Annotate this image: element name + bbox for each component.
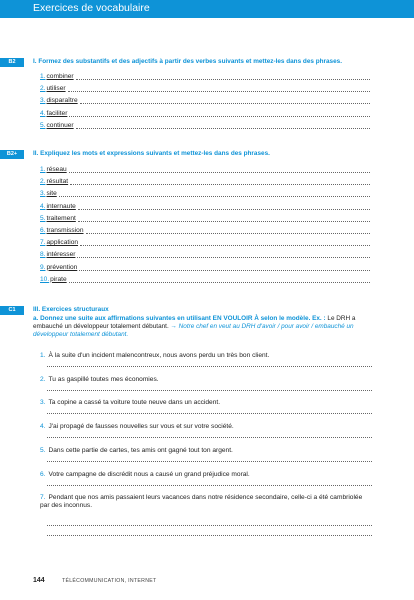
dotted-line (69, 166, 370, 173)
dotted-line (70, 178, 370, 185)
exercise-sentence (40, 494, 372, 511)
answer-line[interactable] (40, 237, 370, 246)
dotted-line (79, 264, 370, 271)
item-word: application (46, 239, 79, 247)
item-number: 3. (40, 97, 46, 105)
answer-line[interactable] (40, 188, 370, 197)
dotted-line (68, 85, 370, 92)
item-word: traitement (46, 214, 76, 222)
sentence-number: 3. (40, 399, 46, 406)
answer-dotted-line[interactable] (47, 485, 372, 486)
item-number: 5. (40, 121, 46, 129)
item-word: résultat (46, 178, 69, 186)
item-number: 1. (40, 166, 46, 173)
item-word: disparaître (46, 97, 78, 105)
instruction-answer: Notre chef en veut au DRH d'avoir / pour avoir / embauché un développeur totalement débutant. (33, 323, 354, 339)
sentence-number: 5. (40, 447, 46, 454)
dotted-line (77, 251, 370, 258)
item-word: site (46, 190, 57, 198)
item-word: pirate (50, 275, 67, 283)
item-word: continuer (46, 121, 74, 129)
answer-dotted-line[interactable] (47, 437, 372, 438)
item-number: 1. (40, 73, 46, 80)
page-number: 144 (33, 577, 45, 584)
answer-dotted-line[interactable] (47, 413, 372, 414)
item-number: 5. (40, 214, 46, 222)
item-word: utiliser (46, 85, 66, 93)
section-heading-3: III. Exercices structuraux (33, 306, 109, 313)
dotted-line (69, 276, 370, 283)
item-word: internaute (46, 202, 76, 210)
sentence-number: 4. (40, 423, 46, 430)
answer-line[interactable] (40, 108, 370, 117)
item-number: 9. (40, 263, 46, 271)
sentence-text: Dans cette partie de cartes, tes amis ont gagné tout ton argent. (48, 447, 233, 454)
sentence-number: 7. (40, 494, 46, 501)
instruction-bold: a. Donnez une suite aux affirmations suivantes en utilisant EN VOULOIR À selon le modèle. Ex. : (33, 315, 326, 322)
sentence-number: 2. (40, 376, 46, 383)
exercise-sentence (40, 447, 372, 455)
answer-dotted-line[interactable] (47, 461, 372, 462)
sentence-text: À la suite d'un incident malencontreux, nous avons perdu un très bon client. (48, 352, 270, 359)
answer-line[interactable] (40, 225, 370, 234)
instruction-example: Le DRH a embauché un développeur totalement débutant. (33, 315, 356, 331)
dotted-line (80, 97, 370, 104)
answer-line[interactable] (40, 120, 370, 129)
item-word: faciliter (46, 109, 68, 117)
dotted-line (69, 110, 370, 117)
answer-dotted-line[interactable] (47, 525, 372, 526)
sentence-text: Tu as gaspillé toutes mes économies. (48, 376, 159, 383)
item-word: prévention (46, 263, 78, 271)
answer-dotted-line[interactable] (47, 535, 372, 536)
exercise-sentence (40, 352, 372, 360)
item-word: combiner (46, 73, 74, 80)
chapter-title: TÉLÉCOMMUNICATION, INTERNET (62, 578, 157, 584)
answer-dotted-line[interactable] (47, 366, 372, 367)
sentence-number: 1. (40, 352, 46, 359)
dotted-line (76, 73, 370, 80)
sentence-text: Pendant que nos amis passaient leurs vacances dans notre résidence secondaire, celle-ci a été cambriolée par des inconnus. (40, 494, 363, 510)
exercise-sentence (40, 399, 372, 407)
item-word: réseau (46, 166, 67, 173)
section-heading-1: I. Formez des substantifs et des adjectifs à partir des verbes suivants et mettez-les dans des phrases. (33, 58, 342, 65)
page-header-bar (0, 0, 414, 18)
exercise-sentence (40, 423, 372, 431)
item-word: transmission (46, 227, 84, 234)
answer-line[interactable] (40, 95, 370, 104)
item-number: 3. (40, 190, 46, 198)
answer-line[interactable] (40, 176, 370, 185)
answer-line[interactable] (40, 164, 370, 173)
section-heading-2: II. Expliquez les mots et expressions suivants et mettez-les dans des phrases. (33, 150, 270, 157)
item-word: intéresser (46, 251, 76, 259)
dotted-line (76, 122, 370, 129)
sentence-text: Votre campagne de discrédit nous a causé un grand préjudice moral. (48, 471, 250, 478)
item-number: 2. (40, 85, 46, 93)
exercise-sentence (40, 376, 372, 384)
level-tag-c1: C1 (0, 306, 24, 315)
answer-line[interactable] (40, 71, 370, 80)
answer-dotted-line[interactable] (47, 390, 372, 391)
exercise-instruction (33, 315, 375, 340)
instruction-arrow: → (170, 323, 177, 331)
item-number: 8. (40, 251, 46, 259)
dotted-line (78, 203, 370, 210)
exercise-sentence (40, 471, 372, 479)
level-tag-b2plus: B2+ (0, 150, 24, 159)
answer-line[interactable] (40, 83, 370, 92)
page-title: Exercices de vocabulaire (33, 2, 150, 14)
item-number: 4. (40, 109, 46, 117)
answer-line[interactable] (40, 262, 370, 271)
item-number: 6. (40, 227, 46, 234)
sentence-text: Ta copine a cassé ta voiture toute neuve dans un accident. (48, 399, 221, 406)
answer-line[interactable] (40, 274, 370, 283)
dotted-line (80, 239, 370, 246)
item-number: 10. (40, 275, 50, 283)
dotted-line (86, 227, 370, 234)
answer-line[interactable] (40, 213, 370, 222)
sentence-number: 6. (40, 471, 46, 478)
answer-line[interactable] (40, 201, 370, 210)
level-tag-b2: B2 (0, 58, 24, 67)
item-number: 7. (40, 239, 46, 247)
sentence-text: J'ai propagé de fausses nouvelles sur vous et sur votre société. (48, 423, 234, 430)
item-number: 4. (40, 202, 46, 210)
dotted-line (78, 215, 370, 222)
dotted-line (59, 190, 370, 197)
answer-line[interactable] (40, 249, 370, 258)
item-number: 2. (40, 178, 46, 186)
